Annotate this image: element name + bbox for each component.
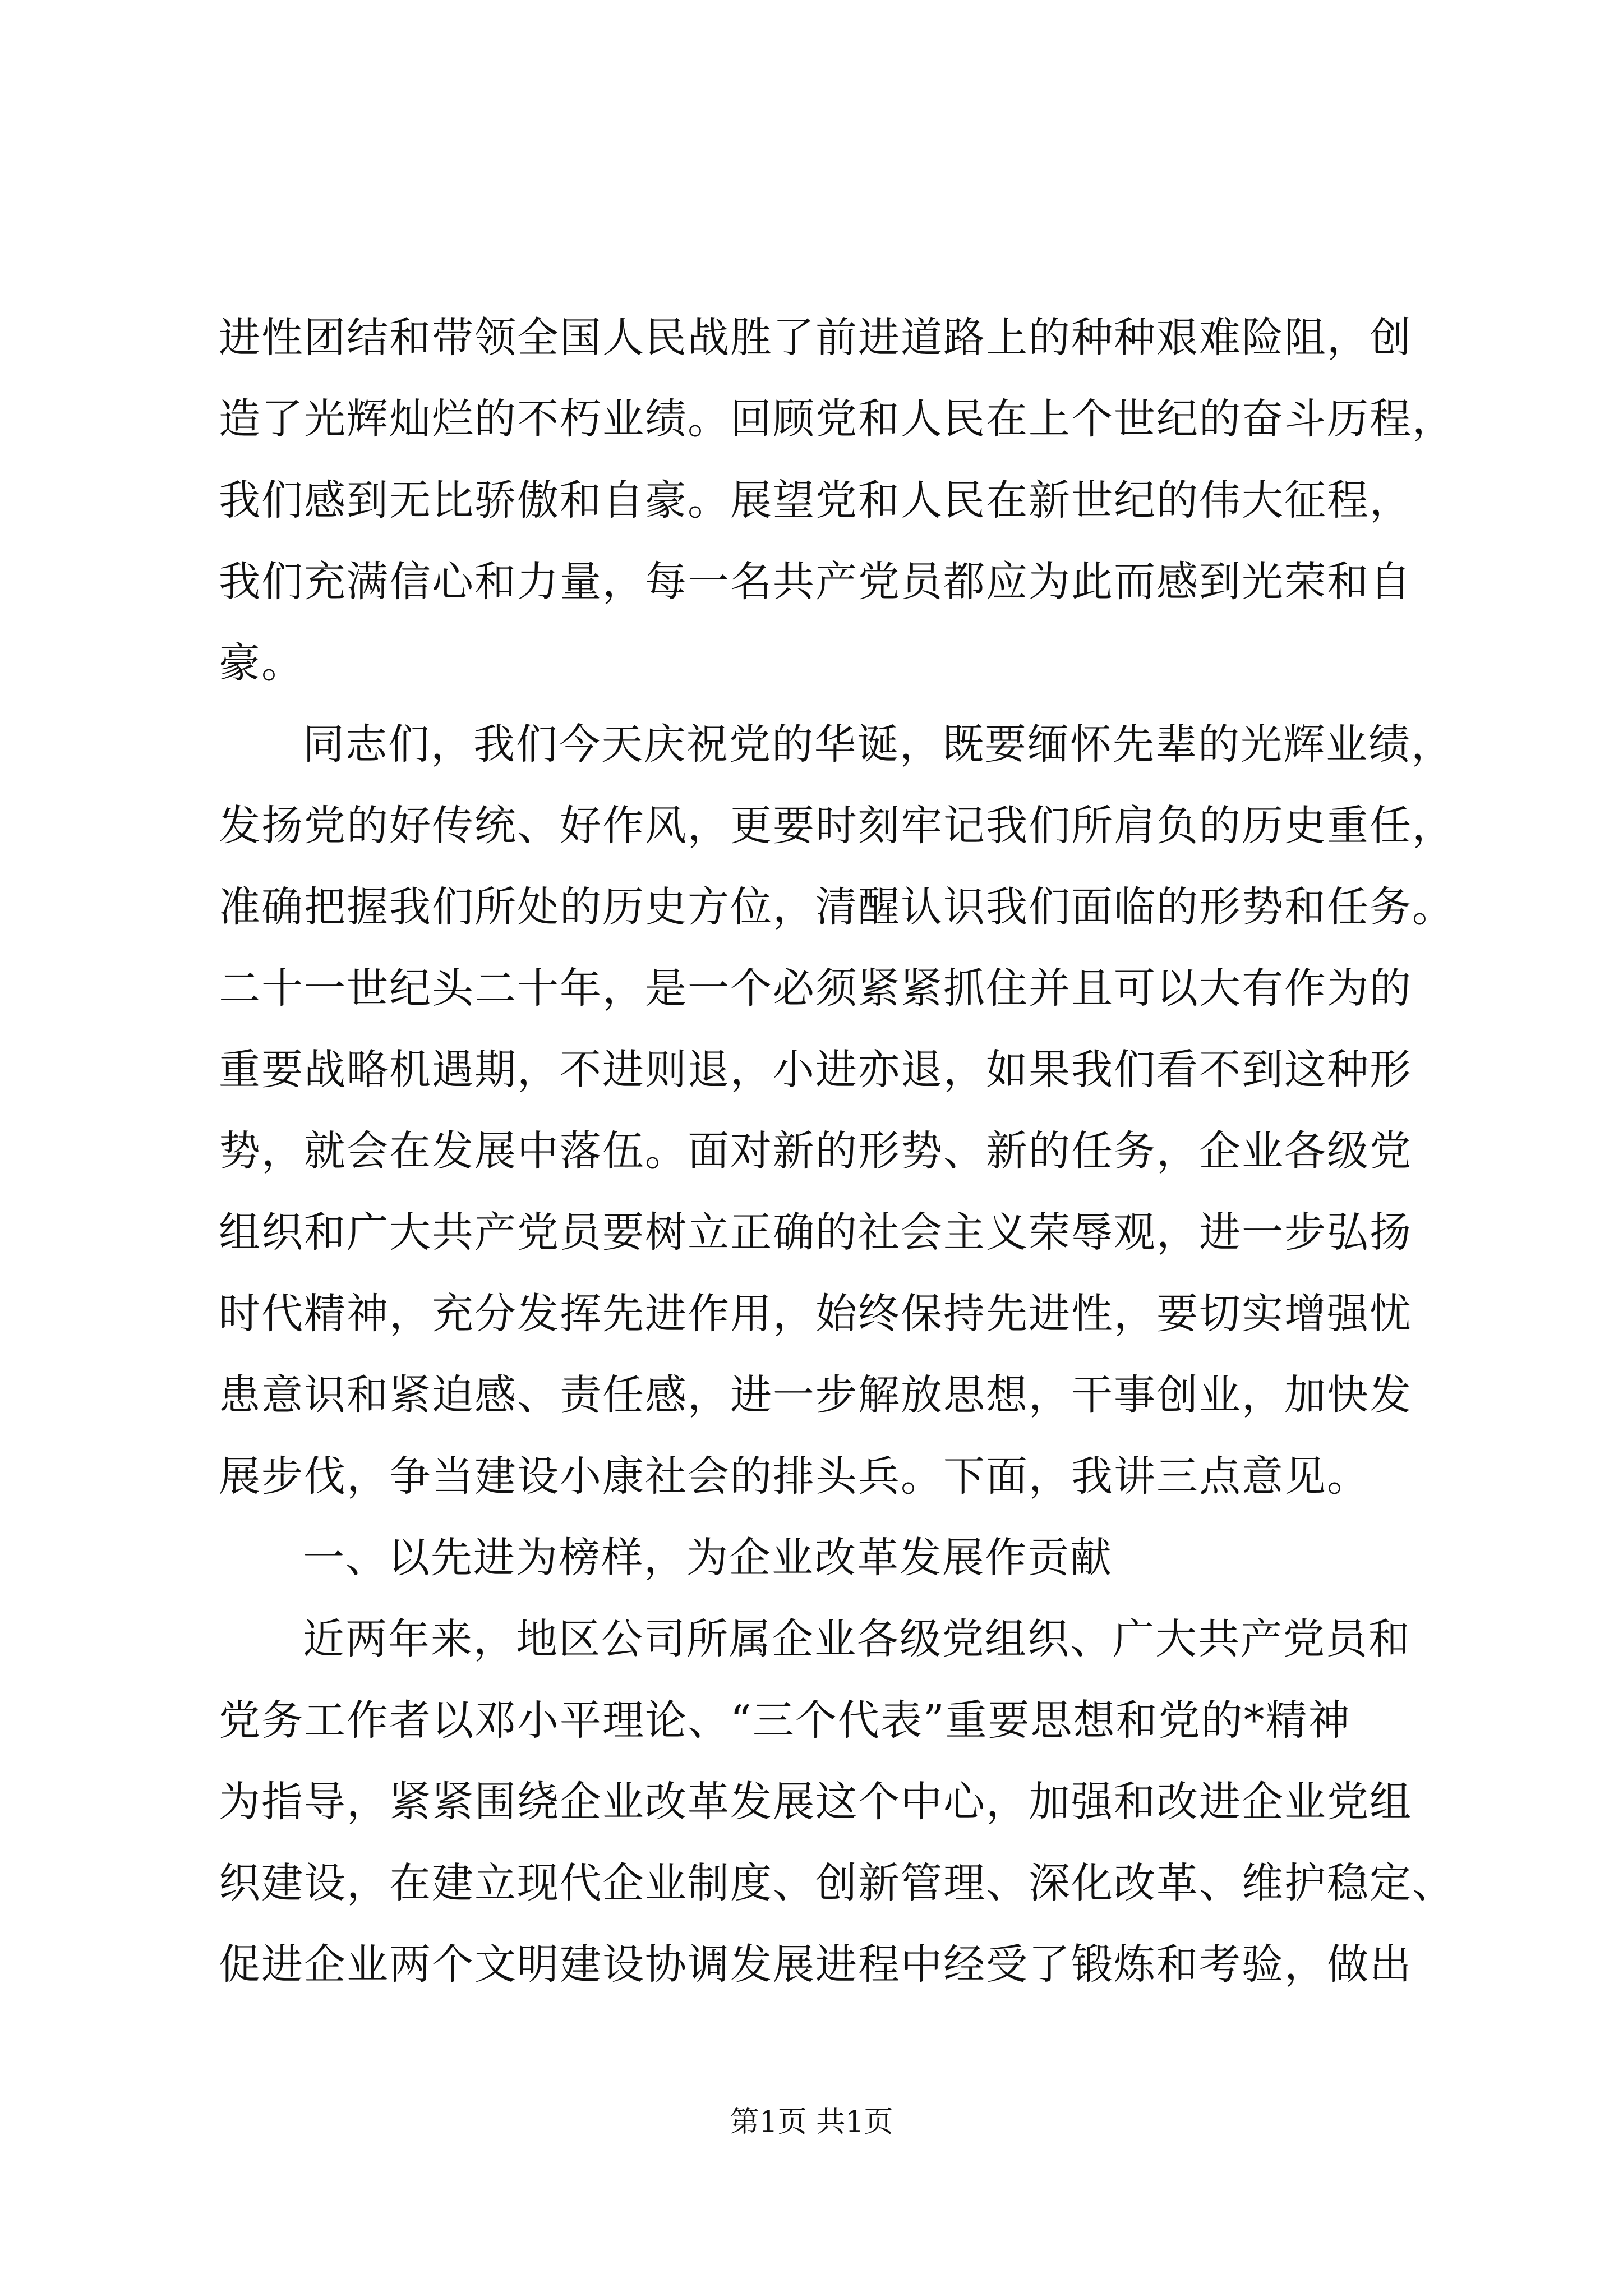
text-line: 进性团结和带领全国人民战胜了前进道路上的种种艰难险阻，创 [219,314,1412,362]
text-line: 时代精神，充分发挥先进作用，始终保持先进性，要切实增强忧 [219,1290,1412,1338]
text-line: 势，就会在发展中落伍。面对新的形势、新的任务，企业各级党 [219,1127,1412,1175]
text-line: 党务工作者以邓小平理论、“三个代表”重要思想和党的*精神 [219,1696,1351,1745]
text-line: 同志们，我们今天庆祝党的华诞，既要缅怀先辈的光辉业绩， [303,720,1454,769]
text-line: 展步伐，争当建设小康社会的排头兵。下面，我讲三点意见。 [219,1452,1370,1501]
text-line: 造了光辉灿烂的不朽业绩。回顾党和人民在上个世纪的奋斗历程， [219,395,1455,443]
text-line: 为指导，紧紧围绕企业改革发展这个中心，加强和改进企业党组 [219,1778,1412,1826]
body-text [219,297,1475,2005]
text-line: 一、以先进为榜样，为企业改革发展作贡献 [303,1534,1113,1582]
text-line: 近两年来，地区公司所属企业各级党组织、广大共产党员和 [303,1615,1411,1663]
text-line: 我们感到无比骄傲和自豪。展望党和人民在新世纪的伟大征程， [219,476,1412,524]
text-line: 组织和广大共产党员要树立正确的社会主义荣辱观，进一步弘扬 [219,1208,1412,1257]
text-line: 发扬党的好传统、好作风，更要时刻牢记我们所肩负的历史重任， [219,802,1455,850]
page-footer: 第1页 共1页 [730,2105,893,2139]
text-line: 织建设，在建立现代企业制度、创新管理、深化改革、维护稳定、 [219,1859,1455,1907]
text-line: 促进企业两个文明建设协调发展进程中经受了锻炼和考验，做出 [219,1940,1412,1989]
text-line: 准确把握我们所处的历史方位，清醒认识我们面临的形势和任务。 [219,883,1455,931]
text-line: 豪。 [219,639,304,687]
text-line: 患意识和紧迫感、责任感，进一步解放思想，干事创业，加快发 [219,1371,1412,1419]
text-line: 二十一世纪头二十年，是一个必须紧紧抓住并且可以大有作为的 [219,964,1412,1013]
text-line: 我们充满信心和力量，每一名共产党员都应为此而感到光荣和自 [219,558,1412,606]
text-line: 重要战略机遇期，不进则退，小进亦退，如果我们看不到这种形 [219,1046,1412,1094]
